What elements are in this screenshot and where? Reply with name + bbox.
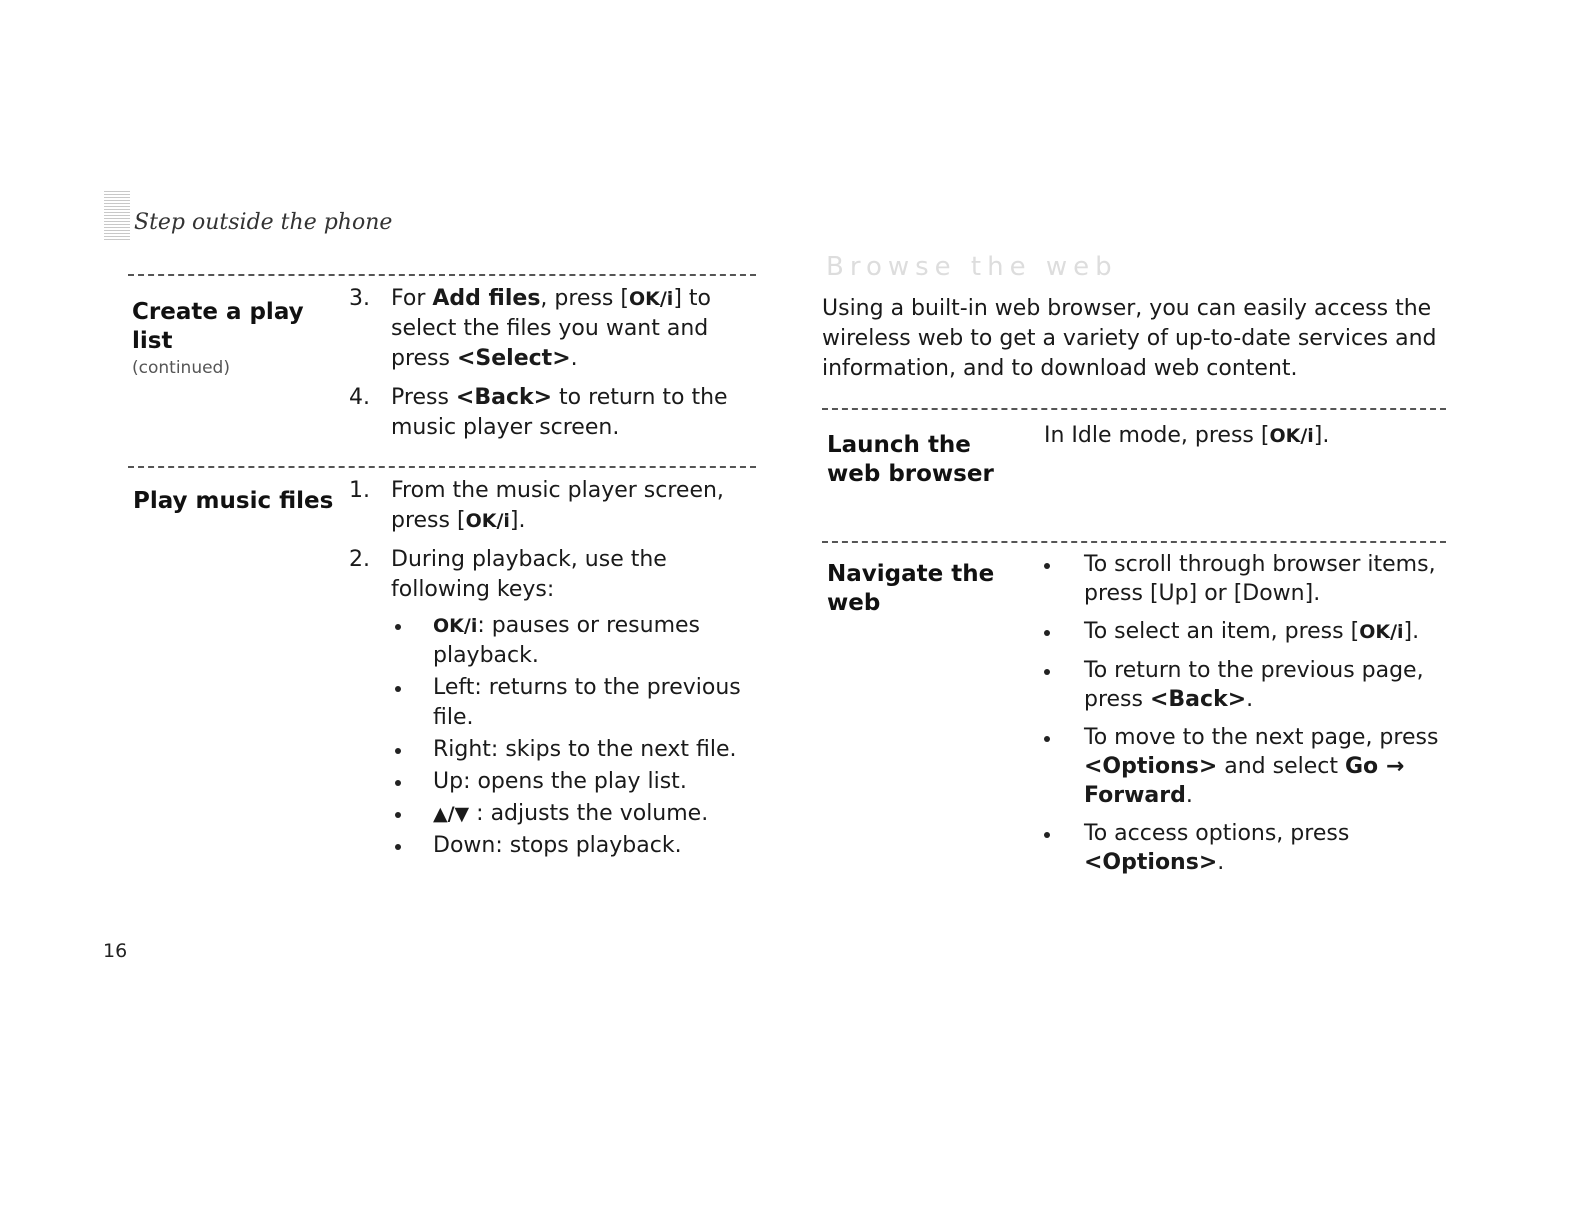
header-decoration: [104, 190, 130, 240]
list-item: ▲/▼ : adjusts the volume.: [391, 799, 769, 829]
continued-note: (continued): [132, 358, 230, 378]
section-heading-faint: Browse the web: [826, 252, 1118, 282]
ok-key-icon: OK/i: [628, 288, 674, 310]
ok-key-icon: OK/i: [1359, 621, 1404, 643]
launch-browser-text: In Idle mode, press [OK/i].: [1044, 423, 1330, 448]
play-music-steps: [349, 476, 769, 870]
create-playlist-label: [132, 298, 332, 380]
divider: [822, 541, 1446, 543]
navigate-web-list: [1040, 550, 1460, 886]
step-2: 2. During playback, use the following keys: OK/i: pauses or resumes playback. Left: returns to the previous file. Right: skips to the next file. Up: opens the play list. ▲/▼ : adjusts the volume. Down: stops playback.: [349, 545, 769, 861]
list-item: Down: stops playback.: [391, 831, 769, 861]
create-playlist-title: Create a play list: [132, 299, 304, 354]
list-item: To move to the next page, press <Options> and select Go → Forward.: [1040, 723, 1460, 810]
playback-keys-list: [391, 611, 769, 861]
ok-key-icon: OK/i: [1269, 425, 1314, 447]
list-item: To access options, press <Options>.: [1040, 819, 1460, 877]
list-item: Right: skips to the next file.: [391, 735, 769, 765]
create-playlist-steps: [349, 284, 769, 452]
volume-keys-icon: ▲/▼: [433, 803, 470, 825]
step-1: 1. From the music player screen, press [OK/i].: [349, 478, 724, 533]
ok-key-icon: OK/i: [465, 510, 510, 532]
divider: [128, 466, 756, 468]
list-item: Left: returns to the previous file.: [391, 673, 769, 733]
step-3: 3. For Add files, press [OK/i] to select the files you want and press <Select>.: [349, 286, 711, 371]
list-item: Up: opens the play list.: [391, 767, 769, 797]
divider: [128, 274, 756, 276]
list-item: To select an item, press [OK/i].: [1040, 617, 1460, 647]
list-item: To return to the previous page, press <Back>.: [1040, 656, 1460, 714]
intro-paragraph: Using a built-in web browser, you can easily access the wireless web to get a variety of up-to-date services and information, and to download web content.: [822, 296, 1437, 381]
step-4: 4. Press <Back> to return to the music player screen.: [349, 385, 728, 440]
list-item: OK/i: pauses or resumes playback.: [391, 611, 769, 671]
divider: [822, 408, 1446, 410]
play-music-label: Play music files: [133, 488, 334, 514]
page-title: Step outside the phone: [134, 210, 393, 235]
list-item: To scroll through browser items, press [Up] or [Down].: [1040, 550, 1460, 608]
launch-browser-label: Launch the web browser: [827, 432, 994, 487]
page-number: 16: [103, 940, 128, 962]
navigate-web-label: Navigate the web: [827, 561, 995, 616]
ok-key-icon: OK/i: [433, 615, 478, 637]
